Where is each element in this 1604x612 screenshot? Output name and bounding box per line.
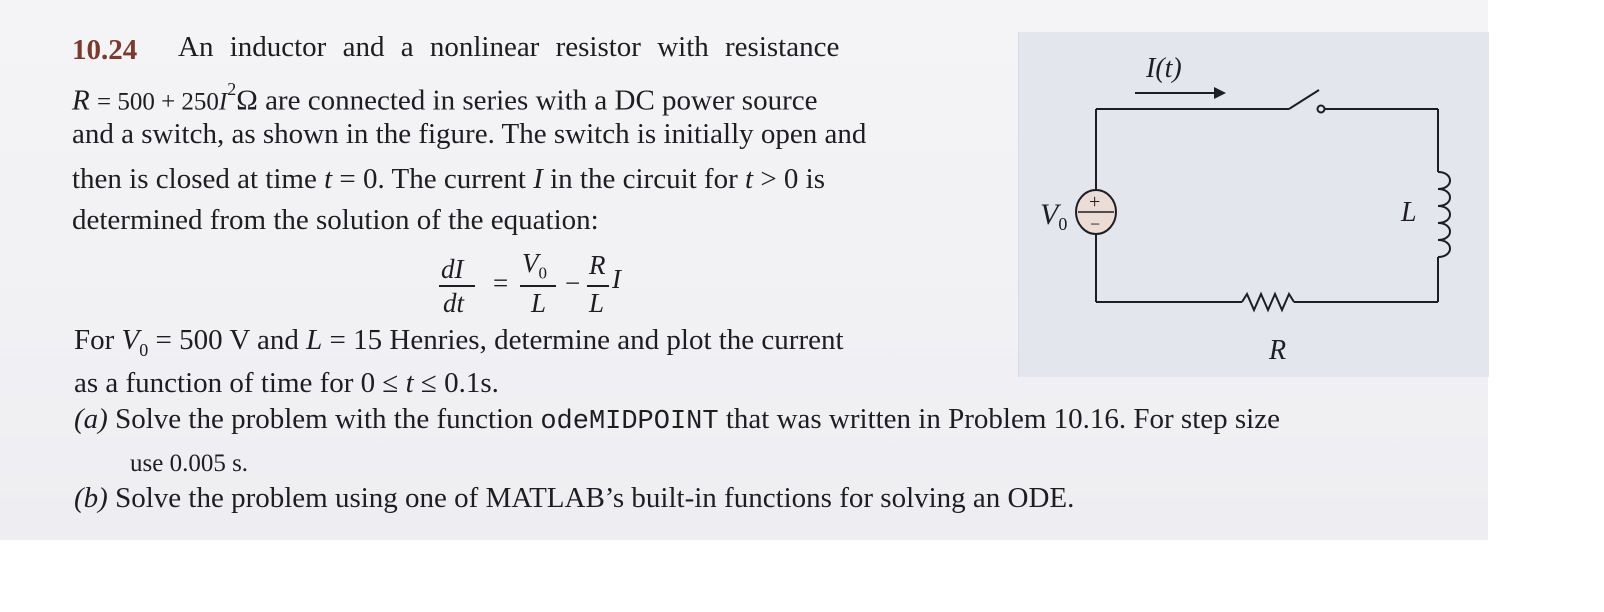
problem-line-5: determined from the solution of the equation: <box>72 204 599 236</box>
eq-v0: $V_0$ <box>522 248 547 283</box>
eq-dI: dI <box>441 254 464 284</box>
source-label: $V_0$ <box>1040 198 1068 234</box>
resistor-label: R <box>1269 335 1287 366</box>
eq-I: I <box>612 264 621 294</box>
inductor-coil <box>1438 172 1450 257</box>
current-label: I(t) <box>1146 53 1182 84</box>
eq-minus: − <box>565 268 581 298</box>
source-minus-sign: − <box>1090 214 1101 234</box>
eq-fraction-bar-1 <box>439 285 475 287</box>
part-a: (a) Solve the problem with the function odeMIDPOINT that was written in Problem 10.16. For step size <box>74 403 1280 437</box>
eq-fraction-bar-2 <box>520 285 556 287</box>
switch-contact <box>1318 106 1325 113</box>
part-b: (b) Solve the problem using one of MATLAB’s built-in functions for solving an ODE. <box>74 482 1075 514</box>
current-arrow-head <box>1214 87 1226 99</box>
eq-fraction-bar-3 <box>587 285 609 287</box>
page-margin <box>1488 0 1604 612</box>
problem-line-3: and a switch, as shown in the figure. The switch is initially open and <box>72 118 867 150</box>
eq-L-1: L <box>531 288 547 318</box>
problem-line-2: $R = 500 + 250I^2\Omega$ are connected in series with a DC power source <box>72 79 818 117</box>
part-a-line-2: use 0.005 s. <box>130 450 249 477</box>
resistor-zigzag <box>1242 294 1294 310</box>
problem-line-7: as a function of time for 0 ≤ t ≤ 0.1s. <box>74 367 499 399</box>
source-plus-sign: + <box>1089 191 1101 213</box>
eq-L-2: L <box>589 288 605 318</box>
switch-blade <box>1289 90 1319 109</box>
function-name-code: odeMIDPOINT <box>540 407 719 437</box>
eq-dt: dt <box>443 288 465 318</box>
problem-line-1: An inductor and a nonlinear resistor with resistance <box>178 31 840 63</box>
eq-equals: = <box>493 268 509 298</box>
problem-number: 10.24 <box>72 34 138 66</box>
problem-line-4: then is closed at time t = 0. The current I in the circuit for t > 0 is <box>72 163 826 195</box>
eq-R: R <box>589 250 606 280</box>
problem-line-6: For $V_0 = 500$ V and L = 15 Henries, determine and plot the current <box>74 324 844 360</box>
circuit-diagram <box>1018 32 1488 377</box>
inductor-label: L <box>1401 197 1417 228</box>
